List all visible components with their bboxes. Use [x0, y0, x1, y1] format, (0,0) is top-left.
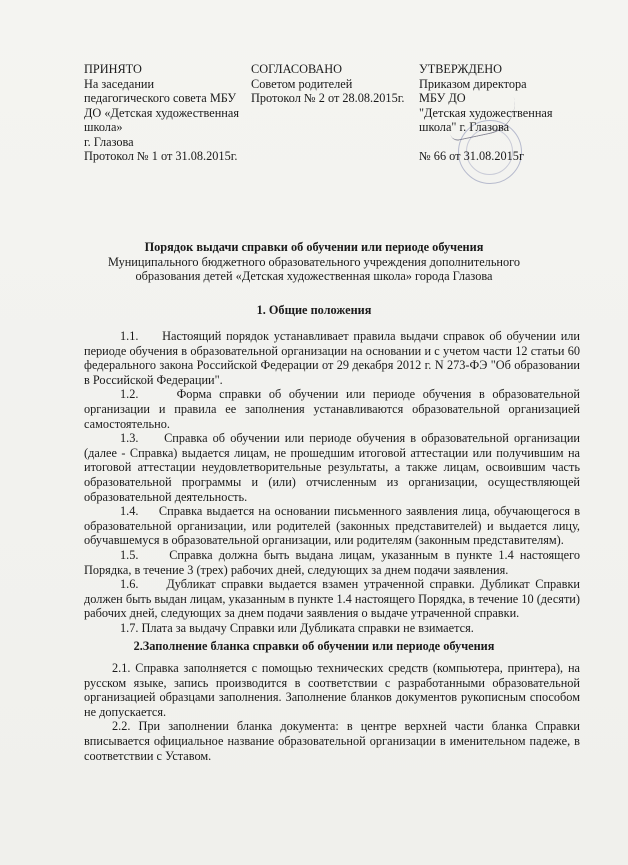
approved-line: школа" г. Глазова	[419, 120, 510, 134]
section-1-body	[84, 329, 580, 635]
approved-line: Приказом директора	[419, 76, 527, 91]
paragraph: 1.2. Форма справки об обучении или периоде обучения в образовательной организации и правила ее заполнения устанавливаются образовательной организацией самостоятельно.	[84, 387, 580, 431]
paragraph: 1.7. Плата за выдачу Справки или Дубликата справки не взимается.	[120, 620, 474, 635]
section-1-heading: 1. Общие положения	[256, 303, 372, 317]
paragraph: 1.4. Справка выдается на основании письменного заявления лица, обучающегося в образовательной организации, или родителей (законных представителей) и выдается лицу, обучавшемуся в образовательной организации, или родителям (законным представителям).	[84, 504, 580, 548]
accepted-line: г. Глазова	[84, 134, 134, 149]
section-2-heading: 2.Заполнение бланка справки об обучении или периоде обучения	[133, 639, 495, 653]
document-title-block	[60, 240, 568, 284]
accepted-line: На заседании	[84, 76, 155, 91]
paragraph: 1.3. Справка об обучении или периоде обучения в образовательной организации (далее - Справка) выдается лицам, не прошедшим итоговой аттестации или получившим на итоговой аттестации неудовлетворительные результаты, а также лицам, освоившим часть образовательной программы и (или) отчисленным из организации, осуществляющей образовательной деятельность.	[84, 431, 580, 504]
paragraph: 1.1. Настоящий порядок устанавливает правила выдачи справок об обучении или периоде обучения в образовательной организации на основании и с учетом части 12 статьи 60 федерального закона Российской Федерации от 29 декабря 2012 г. N 273-ФЭ "Об образовании в Российской Федерации".	[84, 329, 580, 387]
agreed-block	[251, 62, 416, 106]
accepted-line: школа»	[84, 120, 123, 134]
agreed-line: Советом родителей	[251, 76, 353, 91]
agreed-title: СОГЛАСОВАНО	[251, 62, 343, 76]
agreed-line: Протокол № 2 от 28.08.2015г.	[251, 91, 405, 105]
accepted-line: педагогического совета МБУ	[84, 91, 237, 105]
approved-line	[419, 135, 589, 150]
accepted-title: ПРИНЯТО	[84, 62, 142, 76]
document-title: Порядок выдачи справки об обучении или периоде обучения	[144, 240, 484, 254]
paragraph: 1.5. Справка должна быть выдана лицам, указанным в пункте 1.4 настоящего Порядка, в течение 3 (трех) рабочих дней, следующих за днем подачи заявления.	[84, 547, 580, 577]
document-subtitle: образования детей «Детская художественная школа» города Глазова	[135, 269, 493, 283]
document-subtitle: Муниципального бюджетного образовательного учреждения дополнительного	[107, 254, 521, 269]
approved-line: "Детская художественная	[419, 105, 553, 120]
accepted-line: ДО «Детская художественная	[84, 105, 239, 120]
paragraph: 2.2. При заполнении бланка документа: в центре верхней части бланка Справки вписывается официальное название образовательной организации в именительном падеже, в соответствии с Уставом.	[84, 719, 580, 763]
paragraph: 1.6. Дубликат справки выдается взамен утраченной справки. Дубликат Справки должен быть выдан лицам, указанным в пункте 1.4 настоящего Порядка, в течение 10 (десяти) рабочих дней, следующих за днем подачи заявления о выдаче утраченной справки.	[84, 577, 580, 621]
approved-block	[419, 62, 589, 164]
approved-line: МБУ ДО	[419, 91, 466, 105]
accepted-line: Протокол № 1 от 31.08.2015г.	[84, 149, 238, 163]
approved-line: № 66 от 31.08.2015г	[419, 149, 524, 163]
accepted-block	[84, 62, 249, 164]
section-2-body	[84, 661, 580, 763]
approved-title: УТВЕРЖДЕНО	[419, 62, 503, 76]
paragraph: 2.1. Справка заполняется с помощью технических средств (компьютера, принтера), на русском языке, запись производится в соответствии с разработанными образовательной организацией образцами заполнения. Заполнение бланков документов рукописным способом не допускается.	[84, 661, 580, 719]
